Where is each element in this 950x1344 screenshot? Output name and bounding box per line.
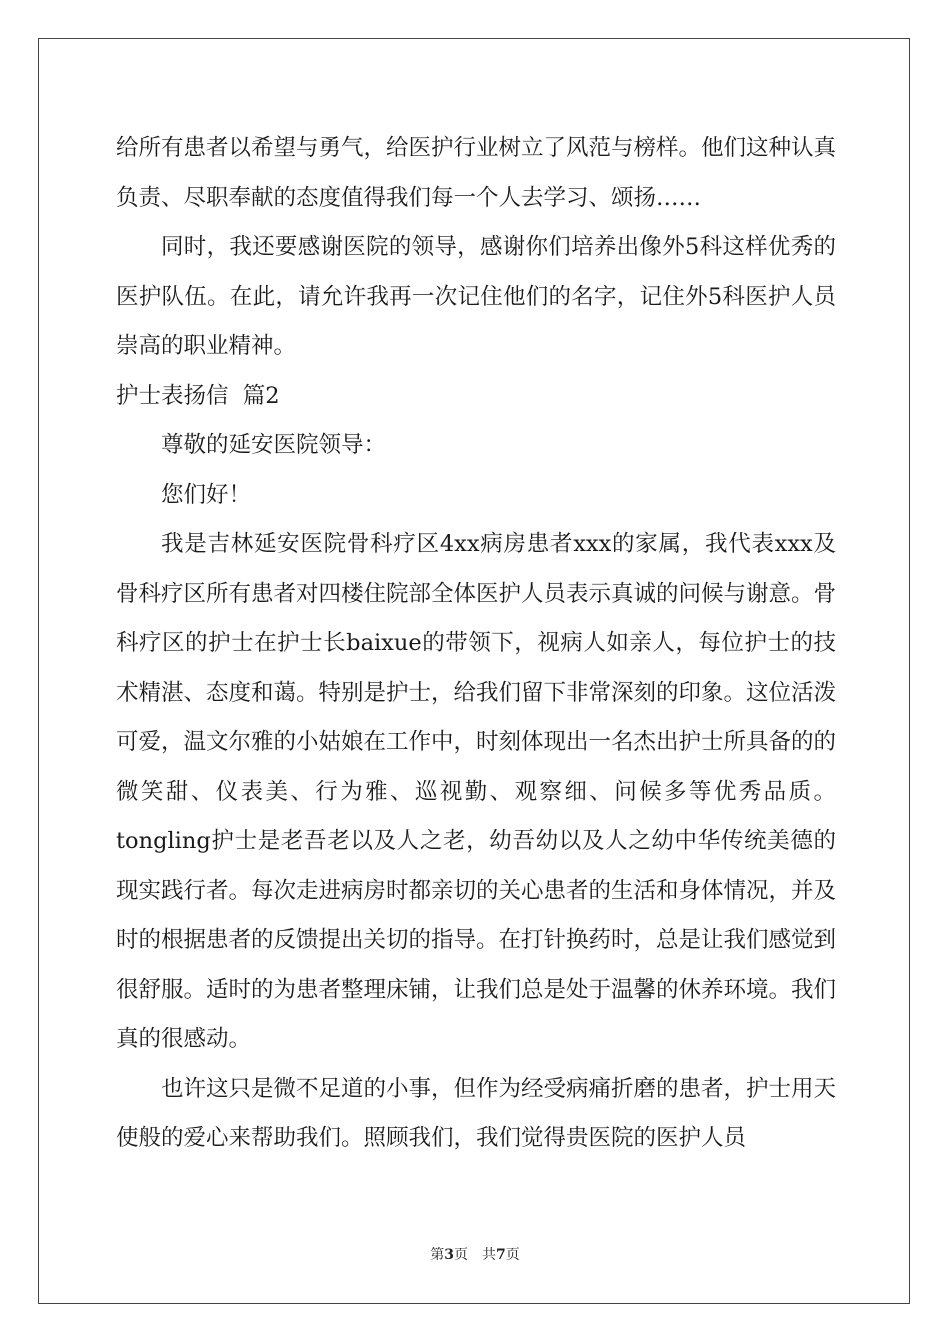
paragraph-body: 我是吉林延安医院骨科疗区4xx病房患者xxx的家属，我代表xxx及骨科疗区所有患者对四楼住院部全体医护人员表示真诚的问候与谢意。骨科疗区的护士在护士长baixue的带领下，视病人如亲人，每位护士的技术精湛、态度和蔼。特别是护士，给我们留下非常深刻的印象。这位活泼可爱，温文尔雅的小姑娘在工作中，时刻体现出一名杰出护士所具备的的微笑甜、仪表美、行为雅、巡视勤、观察细、问候多等优秀品质。tongling护士是老吾老以及人之老，幼吾幼以及人之幼中华传统美德的现实践行者。每次走进病房时都亲切的关心患者的生活和身体情况，并及时的根据患者的反馈提出关切的指导。在打针换药时，总是让我们感觉到很舒服。适时的为患者整理床铺，让我们总是处于温馨的休养环境。我们真的很感动。 — [116, 531, 837, 1052]
page-footer — [0, 1244, 950, 1264]
paragraph-2: 同时，我还要感谢医院的领导，感谢你们培养出像外5科这样优秀的医护队伍。在此，请允许我再一次记住他们的名字，记住外5科医护人员崇高的职业精神。 — [116, 234, 836, 359]
salutation: 尊敬的延安医院领导： — [161, 432, 387, 458]
greeting: 您们好！ — [161, 481, 252, 508]
document-body — [116, 124, 836, 1164]
page-prefix: 第 — [430, 1247, 445, 1263]
total-prefix: 共 — [482, 1247, 496, 1263]
paragraph-last: 也许这只是微不足道的小事，但作为经受病痛折磨的患者，护士用天使般的爱心来帮助我们。照顾我们，我们觉得贵医院的医护人员 — [116, 1075, 837, 1151]
total-suffix: 页 — [505, 1247, 520, 1263]
page-total: 7 — [496, 1247, 506, 1263]
section-heading: 护士表扬信 篇2 — [116, 382, 280, 409]
page-mid: 页 — [454, 1247, 468, 1263]
page-current: 3 — [444, 1247, 454, 1263]
paragraph-1: 给所有患者以希望与勇气，给医护行业树立了风范与榜样。他们这种认真负责、尽职奉献的态度值得我们每一个人去学习、颂扬…… — [116, 135, 837, 211]
